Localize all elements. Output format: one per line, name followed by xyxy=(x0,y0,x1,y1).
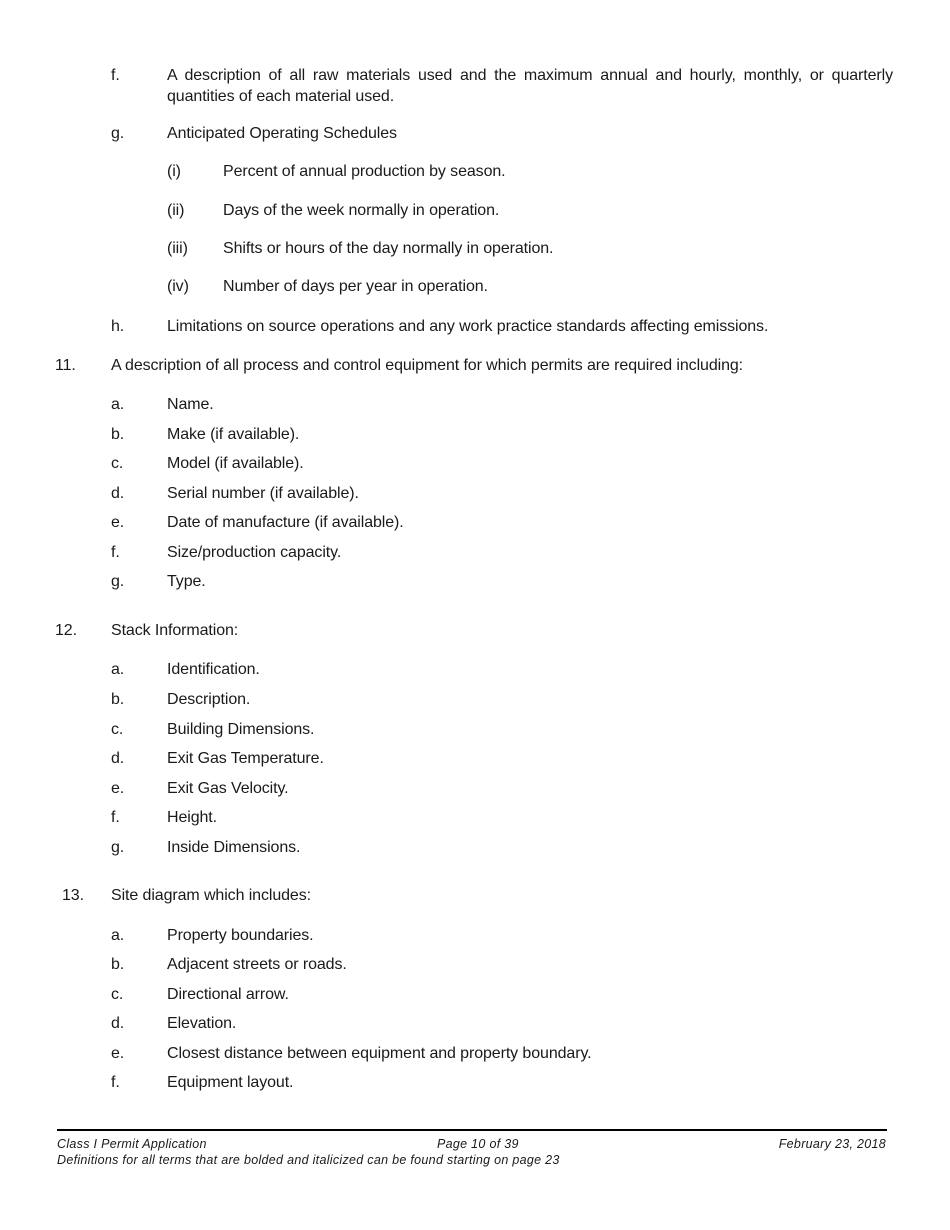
footer-definitions-note: Definitions for all terms that are bolded and italicized can be found starting on page 23 xyxy=(57,1153,560,1167)
sub-list-marker: (iii) xyxy=(167,240,188,257)
list-item-text: A description of all raw materials used and the maximum annual and hourly, monthly, or quarterly quantities of each material used. xyxy=(167,67,893,105)
list-item-text: Date of manufacture (if available). xyxy=(167,514,404,531)
list-item-text: Size/production capacity. xyxy=(167,544,342,561)
list-item-text: Exit Gas Velocity. xyxy=(167,780,289,797)
list-marker: a. xyxy=(111,927,125,944)
footer-page-number: Page 10 of 39 xyxy=(437,1137,519,1151)
sub-list-marker: (iv) xyxy=(167,278,189,295)
list-marker: b. xyxy=(111,426,125,443)
list-item-text: Property boundaries. xyxy=(167,927,314,944)
list-marker: d. xyxy=(111,1015,125,1032)
list-marker: e. xyxy=(111,780,125,797)
sub-list-item-text: Percent of annual production by season. xyxy=(223,163,506,180)
list-marker: h. xyxy=(111,318,125,335)
list-marker: e. xyxy=(111,1045,125,1062)
list-item-text: Inside Dimensions. xyxy=(167,839,301,856)
list-item-text: Building Dimensions. xyxy=(167,721,315,738)
list-marker: f. xyxy=(111,809,120,826)
sub-list-marker: (i) xyxy=(167,163,181,180)
list-marker: g. xyxy=(111,125,125,142)
sub-list-item-text: Number of days per year in operation. xyxy=(223,278,488,295)
list-item-text: Serial number (if available). xyxy=(167,485,359,502)
list-item-text: Name. xyxy=(167,396,214,413)
list-marker: f. xyxy=(111,544,120,561)
list-item-text: Type. xyxy=(167,573,206,590)
list-item-text: Elevation. xyxy=(167,1015,237,1032)
list-marker: a. xyxy=(111,396,125,413)
list-marker: f. xyxy=(111,67,120,84)
list-item-text: Anticipated Operating Schedules xyxy=(167,125,397,142)
section-heading: A description of all process and control equipment for which permits are required including: xyxy=(111,357,744,374)
section-number: 11. xyxy=(55,357,76,374)
list-item-text: Height. xyxy=(167,809,217,826)
list-item-text: Model (if available). xyxy=(167,455,304,472)
footer-doc-title: Class I Permit Application xyxy=(57,1137,207,1151)
sub-list-item-text: Days of the week normally in operation. xyxy=(223,202,500,219)
list-marker: a. xyxy=(111,661,125,678)
footer-date: February 23, 2018 xyxy=(778,1137,886,1151)
list-marker: d. xyxy=(111,750,125,767)
list-marker: f. xyxy=(111,1074,120,1091)
list-marker: c. xyxy=(111,721,124,738)
section-number: 12. xyxy=(55,622,77,639)
section-heading: Site diagram which includes: xyxy=(111,887,311,904)
list-marker: c. xyxy=(111,455,124,472)
sub-list-item-text: Shifts or hours of the day normally in operation. xyxy=(223,240,554,257)
list-marker: d. xyxy=(111,485,125,502)
list-item-text: Closest distance between equipment and property boundary. xyxy=(167,1045,592,1062)
list-item-text: Make (if available). xyxy=(167,426,300,443)
list-item-text: Directional arrow. xyxy=(167,986,289,1003)
sub-list-marker: (ii) xyxy=(167,202,185,219)
section-number: 13. xyxy=(62,887,84,904)
list-item-text: Equipment layout. xyxy=(167,1074,294,1091)
list-item-text: Identification. xyxy=(167,661,260,678)
section-heading: Stack Information: xyxy=(111,622,239,639)
list-marker: e. xyxy=(111,514,125,531)
list-marker: g. xyxy=(111,573,125,590)
footer-divider xyxy=(57,1129,887,1131)
list-item-text: Adjacent streets or roads. xyxy=(167,956,347,973)
list-item-text: Exit Gas Temperature. xyxy=(167,750,324,767)
list-marker: c. xyxy=(111,986,124,1003)
list-marker: g. xyxy=(111,839,125,856)
list-item-text: Description. xyxy=(167,691,251,708)
list-item-text: Limitations on source operations and any work practice standards affecting emissions. xyxy=(167,318,769,335)
list-marker: b. xyxy=(111,691,125,708)
list-marker: b. xyxy=(111,956,125,973)
